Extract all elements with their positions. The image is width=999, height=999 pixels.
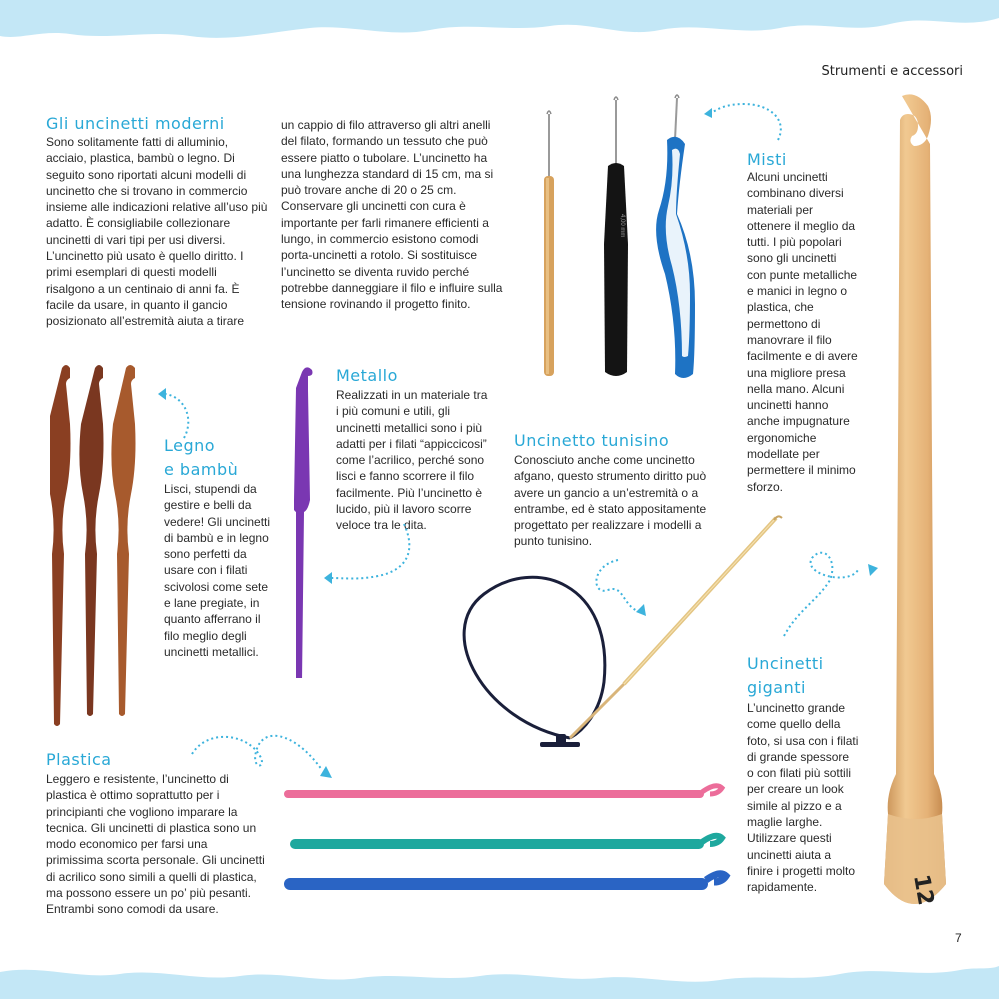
text-tunisino: Conosciuto anche come uncinetto afgano, questo strumento diritto può avere un gancio a un’estremità o a entrambe, ed è stato appositamente progettato per realizzare i modelli a punto tunisino. xyxy=(514,453,707,549)
top-wave-decoration xyxy=(0,0,999,50)
heading-giganti-line1: Uncinetti xyxy=(747,654,824,673)
heading-legno-line1: Legno xyxy=(164,436,216,455)
section-header: Strumenti e accessori xyxy=(821,64,963,79)
mixed-hooks-image xyxy=(535,94,705,384)
heading-tunisino: Uncinetto tunisino xyxy=(514,431,670,450)
heading-moderni: Gli uncinetti moderni xyxy=(46,114,225,133)
text-misti: Alcuni uncinetti combinano diversi materiali per ottenere il meglio da tutti. I più popolari sono gli uncinetti con punte metalliche e manici in legno o plastica, che permettono di manovrare il filo facilmente e di avere una migliore presa nella mano. Alcuni uncinetti hanno anche impugnature ergonomiche modellate per permettere il minimo sforzo. xyxy=(747,170,858,494)
arrow-plastica xyxy=(188,726,338,786)
heading-legno-line2: e bambù xyxy=(164,460,239,479)
tunisian-hook-image xyxy=(444,512,784,760)
text-moderni-col2: un cappio di filo attraverso gli altri anelli del filato, formando un tessuto che può essere piatto o tubolare. L’uncinetto ha una lunghezza standard di 15 cm, ma si può trovare anche di 20 o 25 cm. Conservare gli uncinetti con cura è importante per farli rimanere efficienti a lungo, in commercio esistono comodi porta-uncinetti a rotolo. Si sostituisce l’uncinetto se diventa ruvido perché potrebbe danneggiare il filo e influire sulla tensione rovinando il progetto finito. xyxy=(281,118,503,312)
heading-metallo: Metallo xyxy=(336,366,398,385)
text-legno: Lisci, stupendi da gestire e belli da vedere! Gli uncinetti di bambù e in legno sono perfetti da usare con i filati scivolosi come sete e lane pregiate, in quanto afferrano il filo meglio degli uncinetti metallici. xyxy=(164,482,271,659)
text-giganti: L’uncinetto grande come quello della foto, si usa con i filati di grande spessore o con filati più sottili per creare un look simile al pizzo e a maglie larghe. Utilizzare questi uncinetti aiuta a finire i progetti molto rapidamente. xyxy=(747,701,859,895)
heading-plastica: Plastica xyxy=(46,750,112,769)
plastic-hooks-image xyxy=(282,782,732,894)
black-hook-mark: 4,00 mm xyxy=(619,214,625,238)
arrow-giganti xyxy=(778,540,888,640)
page-number: 7 xyxy=(955,931,962,945)
heading-giganti-line2: giganti xyxy=(747,678,806,697)
giant-hook-size: 12 xyxy=(908,872,939,908)
arrow-legno xyxy=(150,380,200,440)
heading-misti: Misti xyxy=(747,150,787,169)
text-plastica: Leggero e resistente, l’uncinetto di plastica è ottimo soprattutto per i principianti che vogliono imparare la tecnica. Gli uncinetti di plastica sono un modo economico per farsi una primissima scorta personale. Gli uncinetti di acrilico sono simili a quelli di plastica, ma possono essere un po’ più pesanti. Entrambi sono comodi da usare. xyxy=(46,772,265,917)
metal-hook-image xyxy=(294,366,316,678)
arrow-misti xyxy=(700,96,790,146)
text-moderni-col1: Sono solitamente fatti di alluminio, acciaio, plastica, bambù o legno. Di seguito sono riportati alcuni modelli di uncinetto che si trovano in commercio insieme alle indicazioni relative all’uso più adatto. È consigliabile collezionare uncinetti di vari tipi per usi diversi. L’uncinetto più usato è quello diritto. I primi esemplari di questi modelli risalgono a un centinaio di anni fa. È facile da usare, in quanto il gancio posizionato all’estremità aiuta a tirare xyxy=(46,135,268,329)
bottom-wave-decoration xyxy=(0,952,999,999)
giant-hook-image xyxy=(870,94,960,924)
text-metallo: Realizzati in un materiale tra i più comuni e utili, gli uncinetti metallici sono i più adatti per i filati “appiccicosi” come l’acrilico, perché sono lisci e fanno scorrere il filo facilmente. Più l’uncinetto è lucido, più il lavoro scorre veloce tra le dita. xyxy=(336,388,488,533)
arrow-metallo xyxy=(318,520,418,590)
wood-hooks-image xyxy=(50,362,150,727)
